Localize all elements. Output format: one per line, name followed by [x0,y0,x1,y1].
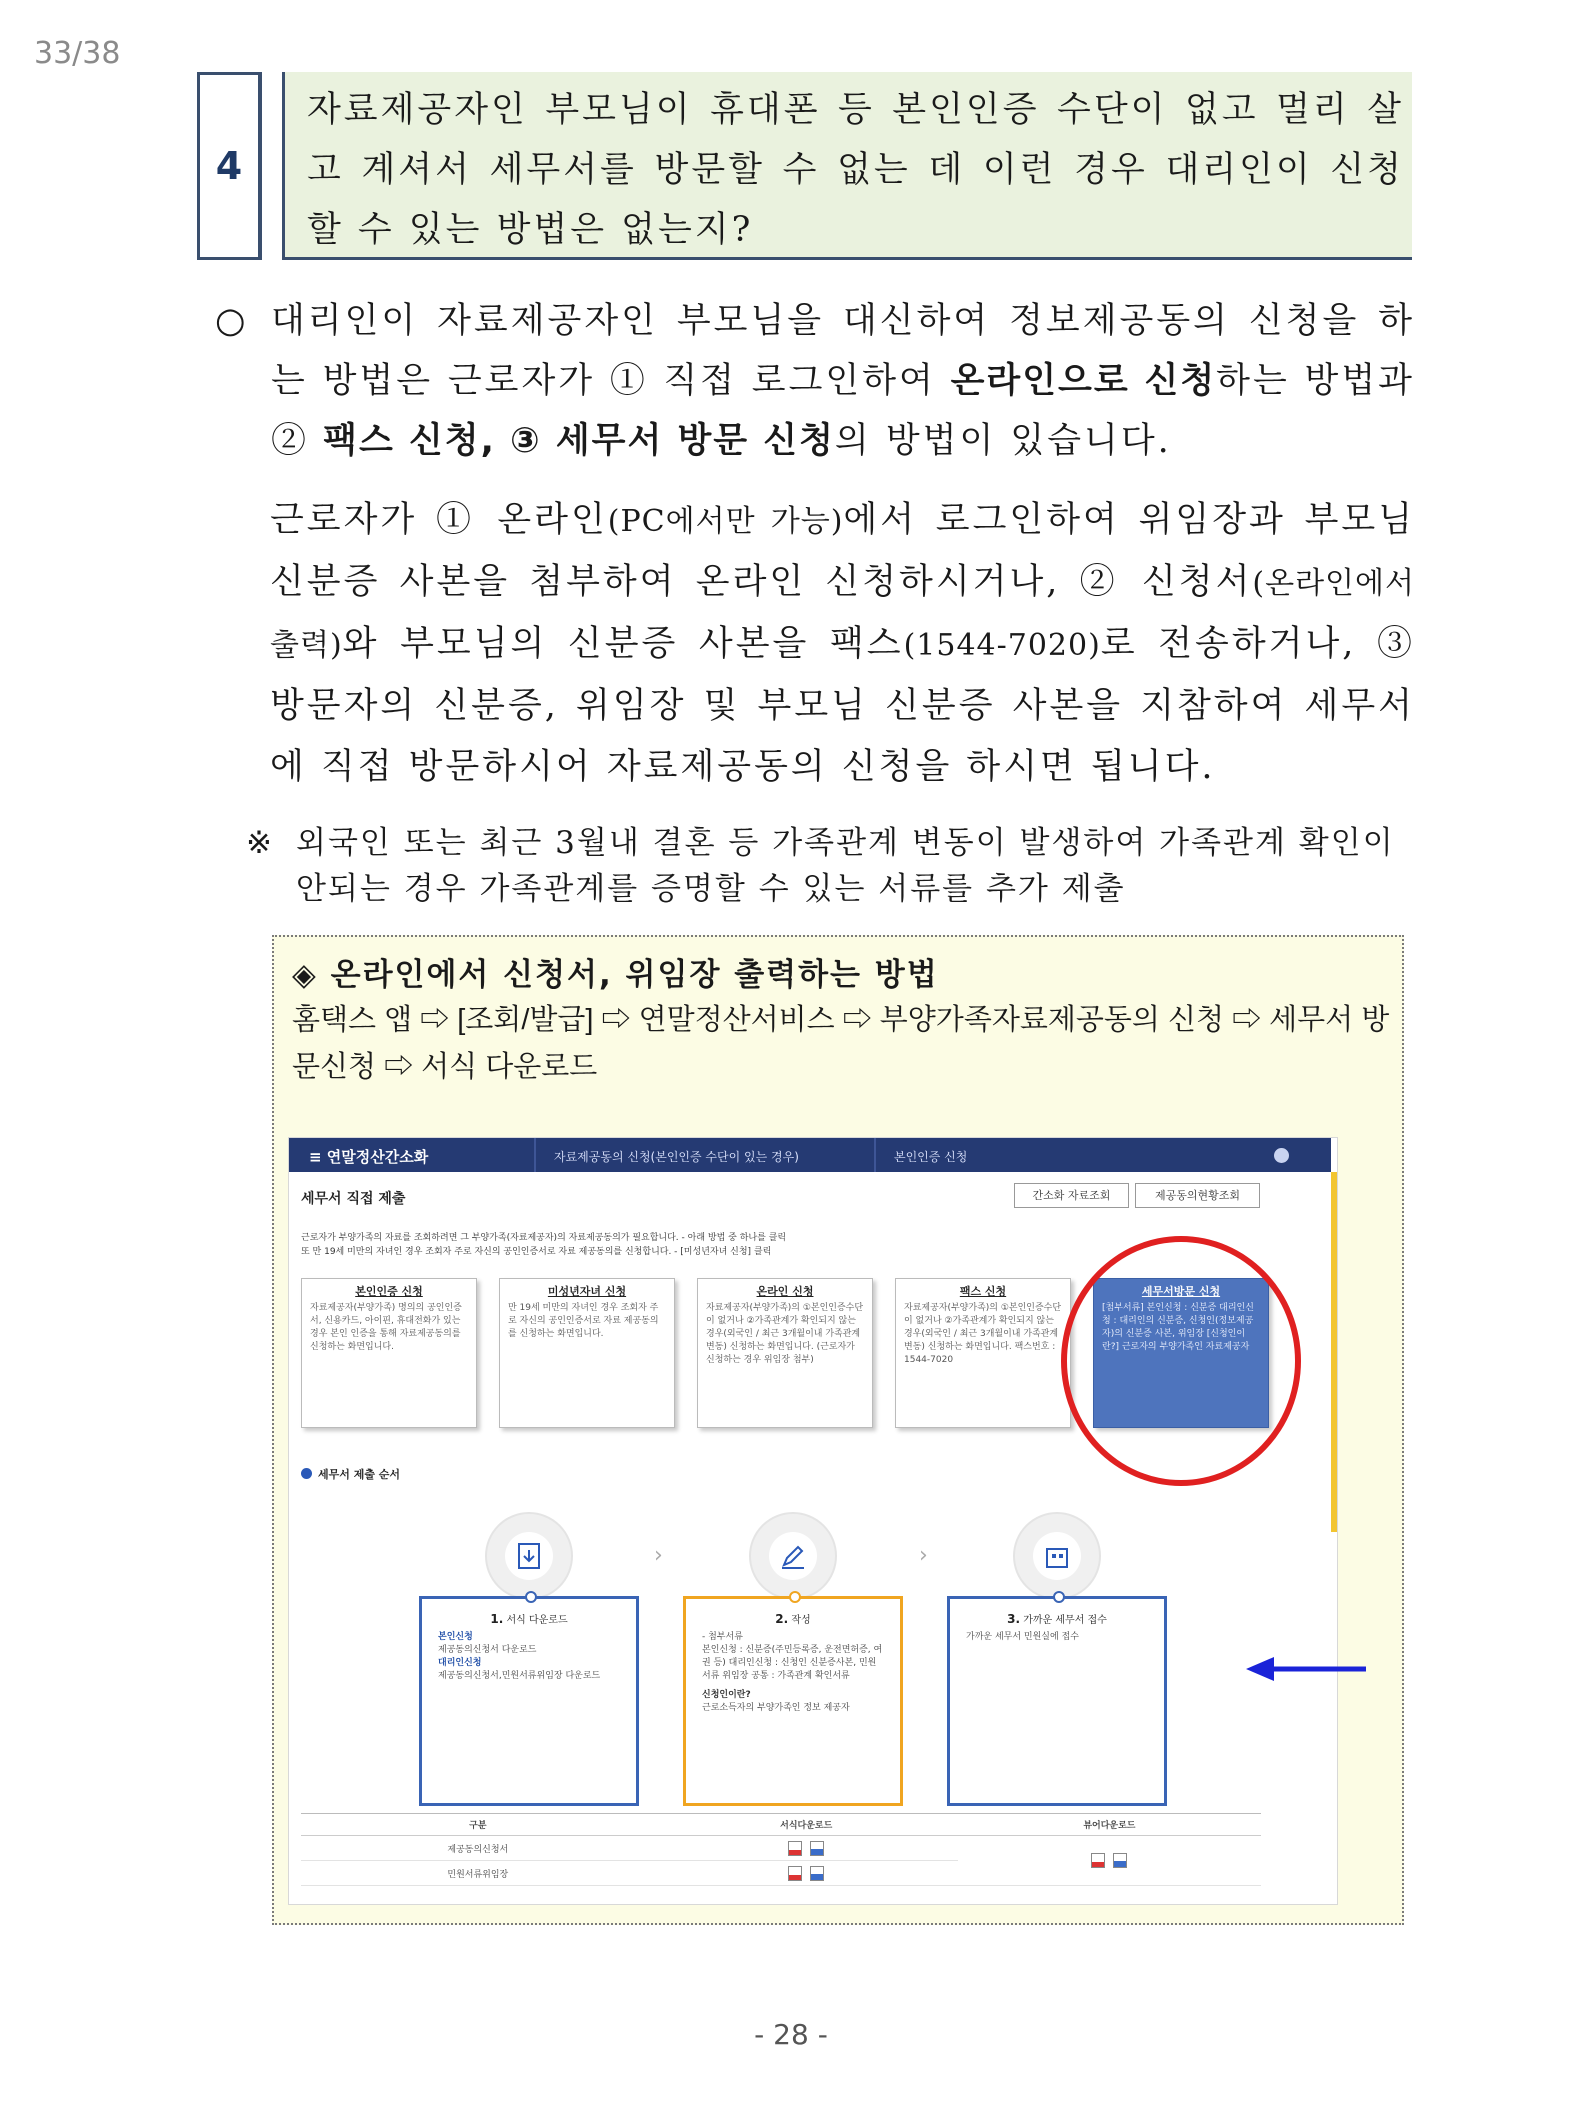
step-number: 2. [775,1612,789,1626]
card-title: 미성년자녀 신청 [547,1285,627,1298]
download-table [301,1813,1261,1886]
menu-label[interactable]: ≡ 연말정산간소화 [309,1148,429,1166]
card-minor[interactable] [499,1278,675,1428]
card-title: 온라인 신청 [756,1285,814,1298]
card-body: 자료제공자(부양가족) 명의의 공인인증서, 신용카드, 아이핀, 휴대전화가 있는 경우 본인 인증을 통해 자료제공동의를 신청하는 화면입니다. [310,1303,462,1352]
table-header: 서식다운로드 [655,1814,958,1836]
card-title: 세무서방문 신청 [1141,1285,1221,1298]
hwp-viewer-icon[interactable] [1113,1853,1127,1868]
card-auth[interactable] [301,1278,477,1428]
card-body: [첨부서류] 본인신청 : 신분증 대리인신청 : 대리인의 신분증, 신청인(정보제공자)의 신분증 사본, 위임장 [신청인이란?] 근로자의 부양가족인 자료제공자 [1102,1303,1254,1352]
note-mark: ※ [246,825,274,861]
step-label: 본인신청 [438,1632,473,1642]
note [246,820,1416,912]
step-submit [947,1596,1167,1806]
step-number: 1. [490,1612,504,1626]
note-text: 외국인 또는 최근 3월내 결혼 등 가족관계 변동이 발생하여 가족관계 확인이 안되는 경우 가족관계를 증명할 수 있는 서류를 추가 제출 [296,825,1395,907]
step-label: 신청인이란? [702,1690,751,1700]
answer2-small-3: (1544-7020) [903,628,1101,663]
step-label: 대리인신청 [438,1658,482,1668]
step-ring-3 [1013,1512,1101,1600]
download-icon [514,1541,544,1571]
pdf-viewer-icon[interactable] [1091,1853,1105,1868]
question-number: 4 [197,72,262,260]
step-label: - 첨부서류 [702,1632,743,1642]
screenshot-heading: 세무서 직접 제출 [301,1191,406,1207]
step-body: 본인신청 : 신분증(주민등록증, 운전면허증, 여권 등) 대리인신청 : 신청인 신분증사본, 민원서류 위임장 공통 : 가족관계 확인서류 [702,1645,883,1681]
card-fax[interactable] [895,1278,1071,1428]
answer1-bold-online: 온라인으로 신청 [950,361,1217,401]
howto-title: ◈ 온라인에서 신청서, 위임장 출력하는 방법 [292,957,939,993]
hwp-file-icon[interactable] [810,1866,824,1881]
lookup-button[interactable]: 간소화 자료조회 [1014,1183,1129,1208]
step-body: 제공동의신청서 다운로드 [438,1645,537,1655]
steps-heading-text: 세무서 제출 순서 [318,1468,401,1481]
step-write [683,1596,903,1806]
question-text: 자료제공자인 부모님이 휴대폰 등 본인인증 수단이 없고 멀리 살고 계셔서 세무서를 방문할 수 없는 데 이런 경우 대리인이 신청할 수 있는 방법은 없는지? [282,72,1412,260]
screenshot-intro: 근로자가 부양가족의 자료를 조회하려면 그 부양가족(자료제공자)의 자료제공동의가 필요합니다. - 아래 방법 중 하나를 클릭 또 만 19세 미만의 자녀인 경우 조회자 주로 자신의 공인인증서로 자료 제공동의를 신청합니다. - [미성년자녀 신청] 클릭 [301,1233,787,1257]
table-row [301,1836,1261,1861]
card-body: 자료제공자(부양가족)의 ①본인인증수단이 없거나 ②가족관계가 확인되지 않는 경우(외국인 / 최근 3개월이내 가족관계 변동) 신청하는 화면입니다. (근로자가 신청하는 경우 위임장 첨부) [706,1303,864,1365]
step-ring-2 [749,1512,837,1600]
blue-arrow-icon [1242,1654,1367,1684]
step-number: 3. [1007,1612,1021,1626]
side-banner [1331,1172,1338,1532]
building-icon [1042,1541,1072,1571]
pdf-file-icon[interactable] [788,1866,802,1881]
breadcrumb-consent[interactable]: 자료제공동의 신청(본인인증 수단이 있는 경우) [554,1150,799,1164]
table-cell: 민원서류위임장 [301,1861,655,1886]
card-online[interactable] [697,1278,873,1428]
step-title: 작성 [791,1615,811,1626]
table-cell: 제공동의신청서 [301,1836,655,1861]
answer1-text-3: 의 방법이 있습니다. [834,421,1172,461]
steps-heading [301,1466,400,1482]
step-title: 서식 다운로드 [506,1615,568,1626]
hometax-top-bar [289,1138,1331,1172]
answer1-text-1: 대리인이 자료제공자인 부모님을 대신하여 정보제공동의 신청을 하는 방법은 근로자가 ① 직접 로그인하여 [271,301,1415,401]
pencil-icon [778,1541,808,1571]
card-title: 본인인증 신청 [355,1285,423,1298]
answer-paragraph-2 [270,490,1415,798]
table-header: 구분 [301,1814,655,1836]
answer2-text-1: 근로자가 ① 온라인 [270,500,608,540]
card-body: 자료제공자(부양가족)의 ①본인인증수단이 없거나 ②가족관계가 확인되지 않는 경우(외국인 / 최근 3개월이내 가족관계 변동) 신청하는 화면입니다. 팩스번호 : 1544-7020 [904,1303,1062,1365]
card-body: 만 19세 미만의 자녀인 경우 조회자 주로 자신의 공인인증서로 자료 제공동의를 신청하는 화면입니다. [508,1303,659,1339]
chevron-down-icon[interactable] [1274,1148,1289,1163]
breadcrumb-auth[interactable]: 본인인증 신청 [894,1150,968,1164]
answer2-text-4: 로 전송하거나, ③ 방문자의 신분증, 위임장 및 부모님 신분증 사본을 지참하여 세무서에 직접 방문하시어 자료제공동의 신청을 하시면 됩니다. [270,624,1415,787]
step-body: 근로소득자의 부양가족인 정보 제공자 [702,1703,850,1713]
answer-paragraph-1 [215,291,1415,471]
step-download [419,1596,639,1806]
card-title: 팩스 신청 [959,1285,1007,1298]
answer2-small-2: (온라인에서 출력) [270,566,1415,663]
answer1-text-2: 하는 방법과 ② [271,361,1415,461]
step-title: 가까운 세무서 접수 [1023,1615,1107,1626]
answer1-bold-fax-visit: 팩스 신청, ③ 세무서 방문 신청 [323,421,835,461]
step-body: 가까운 세무서 민원실에 접수 [966,1632,1079,1642]
bullet-dot-icon [301,1468,312,1479]
table-header: 뷰어다운로드 [958,1814,1261,1836]
answer2-small-1: (PC에서만 가능) [607,504,844,539]
chevron-right-icon: › [919,1543,928,1568]
step-ring-1 [485,1512,573,1600]
step-body: 제공동의신청서,민원서류위임장 다운로드 [438,1671,601,1681]
consent-status-button[interactable]: 제공동의현황조회 [1135,1183,1260,1208]
howto-path: 홈택스 앱 ⇨ [조회/발급] ⇨ 연말정산서비스 ⇨ 부양가족자료제공동의 신청 ⇨ 세무서 방문신청 ⇨ 서식 다운로드 [292,1004,1390,1083]
answer2-text-3: 와 부모님의 신분증 사본을 팩스 [342,624,904,664]
chevron-right-icon: › [654,1543,663,1568]
answer2-text-2: 에서 로그인하여 위임장과 부모님 신분증 사본을 첨부하여 온라인 신청하시거나, ② 신청서 [270,500,1415,602]
hometax-screenshot [288,1137,1338,1905]
page-counter: 33/38 [34,36,121,71]
hwp-file-icon[interactable] [810,1841,824,1856]
bullet-mark: ○ [215,301,249,341]
page-number: - 28 - [754,2018,828,2051]
red-circle-annotation [1061,1236,1301,1486]
howto-box [272,935,1404,1925]
pdf-file-icon[interactable] [788,1841,802,1856]
